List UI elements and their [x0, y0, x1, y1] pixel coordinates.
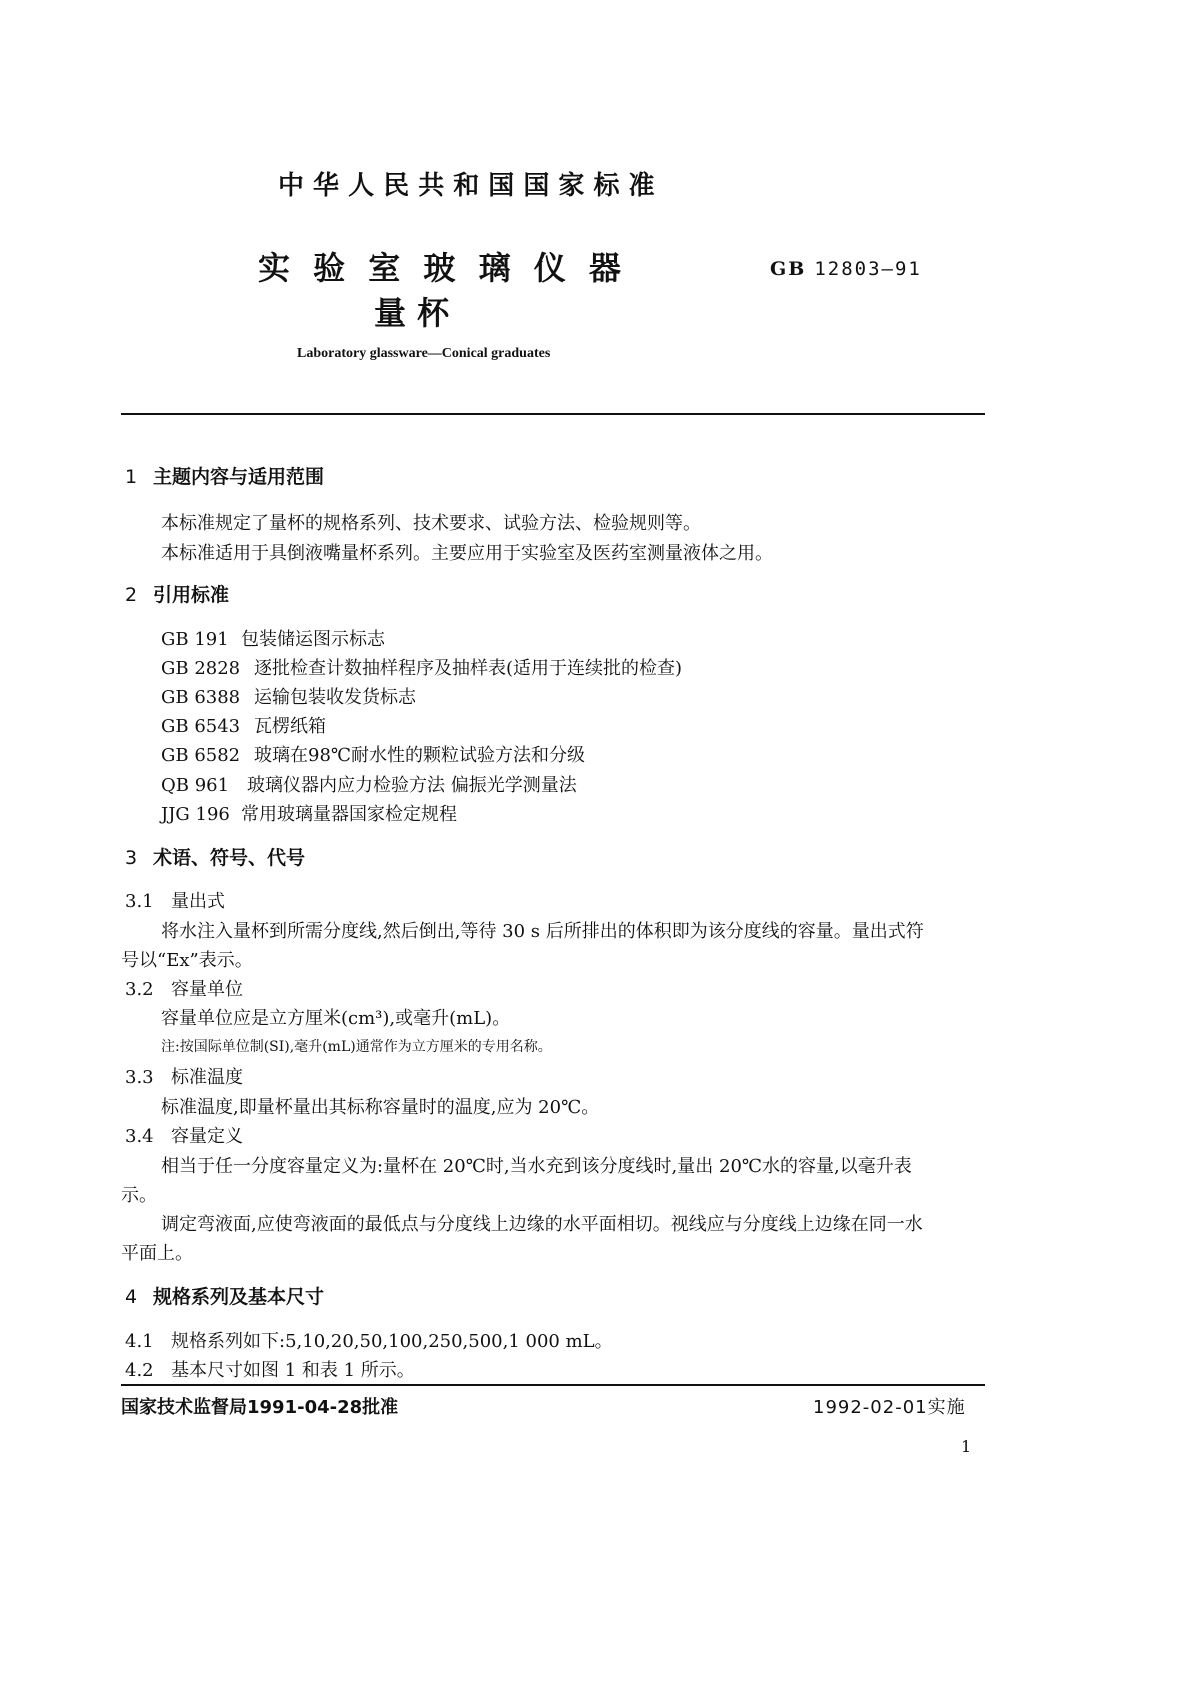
reference-code: JJG 196	[161, 804, 230, 825]
clause-3-2-title: 容量单位	[171, 979, 243, 1000]
clause-4-1-number: 4.1	[125, 1331, 154, 1352]
clause-3-4-text-2-cont: 平面上。	[121, 1243, 193, 1264]
reference-row	[161, 625, 385, 651]
section-1-number: 1	[125, 466, 138, 488]
reference-row	[161, 741, 585, 767]
clause-3-1-heading	[125, 887, 225, 913]
section-3-title: 术语、符号、代号	[153, 847, 306, 869]
section-1-paragraph-1: 本标准规定了量杯的规格系列、技术要求、试验方法、检验规则等。	[161, 513, 701, 534]
reference-name: 逐批检查计数抽样程序及抽样表(适用于连续批的检查)	[254, 658, 683, 679]
reference-name: 包装储运图示标志	[241, 629, 385, 650]
section-3-heading	[125, 843, 305, 870]
clause-4-1	[125, 1327, 613, 1353]
reference-row	[161, 683, 416, 709]
clause-3-1-title: 量出式	[171, 891, 225, 912]
clause-3-2-note: 注:按国际单位制(SI),毫升(mL)通常作为立方厘米的专用名称。	[161, 1039, 552, 1055]
clause-4-2	[125, 1356, 415, 1382]
reference-row	[161, 771, 577, 797]
implementation-date: 1992-02-01实施	[813, 1397, 966, 1418]
reference-name: 玻璃仪器内应力检验方法 偏振光学测量法	[247, 775, 577, 796]
clause-4-2-number: 4.2	[125, 1360, 154, 1381]
section-3-number: 3	[125, 847, 138, 869]
reference-name: 玻璃在98℃耐水性的颗粒试验方法和分级	[254, 745, 586, 766]
standard-code	[770, 258, 922, 280]
clause-3-4-text: 相当于任一分度容量定义为:量杯在 20℃时,当水充到该分度线时,量出 20℃水的容量,以毫升表	[161, 1156, 912, 1177]
section-4-title: 规格系列及基本尺寸	[153, 1286, 325, 1308]
document-title: 实 验 室 玻 璃 仪 器	[258, 249, 627, 287]
national-standard-heading: 中 华 人 民 共 和 国 国 家 标 准	[278, 171, 655, 201]
clause-3-4-heading	[125, 1122, 243, 1148]
reference-code: GB 191	[161, 629, 229, 650]
section-1-title: 主题内容与适用范围	[153, 466, 325, 488]
standard-code-number: 12803—91	[814, 258, 922, 280]
section-1-paragraph-2: 本标准适用于具倒液嘴量杯系列。主要应用于实验室及医药室测量液体之用。	[161, 543, 773, 564]
reference-code: GB 2828	[161, 658, 241, 679]
reference-code: QB 961	[161, 775, 230, 796]
footer-divider	[121, 1384, 985, 1386]
clause-3-1-number: 3.1	[125, 891, 154, 912]
header-divider	[121, 413, 985, 415]
reference-row	[161, 800, 457, 826]
section-2-heading	[125, 580, 229, 607]
clause-3-2-text: 容量单位应是立方厘米(cm³),或毫升(mL)。	[161, 1008, 511, 1029]
reference-row	[161, 712, 326, 738]
english-title: Laboratory glassware—Conical graduates	[297, 346, 551, 361]
reference-code: GB 6582	[161, 745, 241, 766]
reference-name: 常用玻璃量器国家检定规程	[241, 804, 457, 825]
clause-4-1-text: 规格系列如下:5,10,20,50,100,250,500,1 000 mL。	[171, 1331, 613, 1352]
clause-4-2-text: 基本尺寸如图 1 和表 1 所示。	[171, 1360, 415, 1381]
clause-3-4-number: 3.4	[125, 1126, 154, 1147]
clause-3-3-title: 标准温度	[171, 1067, 243, 1088]
reference-code: GB 6388	[161, 687, 241, 708]
section-2-number: 2	[125, 584, 138, 606]
clause-3-4-title: 容量定义	[171, 1126, 243, 1147]
approval-date: 国家技术监督局1991-04-28批准	[121, 1397, 399, 1418]
clause-3-4-text-cont: 示。	[121, 1185, 157, 1206]
clause-3-2-number: 3.2	[125, 979, 154, 1000]
clause-3-4-text-2: 调定弯液面,应使弯液面的最低点与分度线上边缘的水平面相切。视线应与分度线上边缘在同一水	[161, 1214, 923, 1235]
section-2-title: 引用标准	[153, 584, 230, 606]
section-1-heading	[125, 462, 324, 489]
clause-3-2-heading	[125, 975, 243, 1001]
reference-row	[161, 654, 682, 680]
clause-3-1-text-cont: 号以“Ex”表示。	[121, 950, 253, 971]
clause-3-3-text: 标准温度,即量杯量出其标称容量时的温度,应为 20℃。	[161, 1097, 600, 1118]
reference-name: 瓦楞纸箱	[254, 716, 326, 737]
section-4-heading	[125, 1282, 324, 1309]
section-4-number: 4	[125, 1286, 138, 1308]
reference-code: GB 6543	[161, 716, 241, 737]
page-number: 1	[961, 1437, 972, 1456]
reference-name: 运输包装收发货标志	[254, 687, 416, 708]
standard-code-prefix: GB	[770, 258, 807, 280]
clause-3-3-number: 3.3	[125, 1067, 154, 1088]
document-subtitle: 量 杯	[374, 294, 450, 332]
clause-3-1-text: 将水注入量杯到所需分度线,然后倒出,等待 30 s 后所排出的体积即为该分度线的容量。量出式符	[161, 921, 924, 942]
clause-3-3-heading	[125, 1063, 243, 1089]
